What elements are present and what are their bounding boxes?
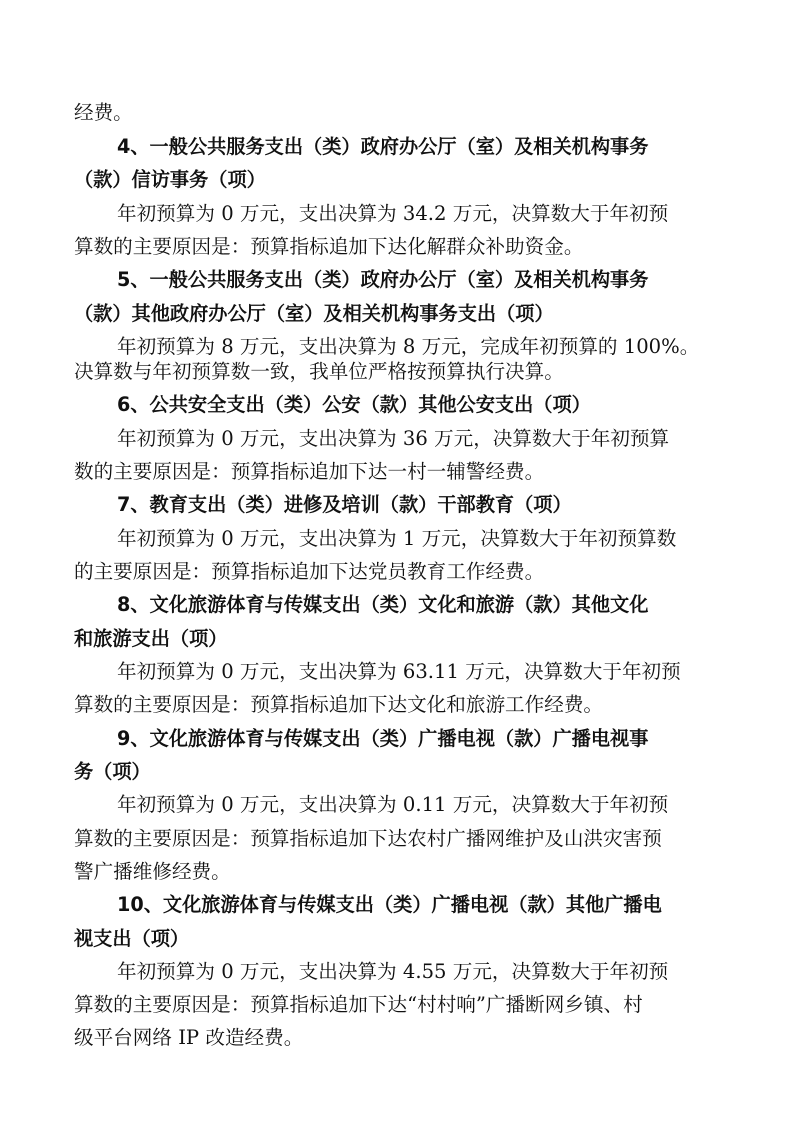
body-text-line: 决算数与年初预算数一致，我单位严格按预算执行决算。 xyxy=(74,360,564,383)
section-heading-10: 10、文化旅游体育与传媒支出（类）广播电视（款）其他广播电 xyxy=(117,893,662,916)
body-text-line: 算数的主要原因是：预算指标追加下达文化和旅游工作经费。 xyxy=(74,693,604,716)
body-text-line: 年初预算为 0 万元，支出决算为 36 万元，决算数大于年初预算 xyxy=(117,427,670,450)
body-text-line: 算数的主要原因是：预算指标追加下达农村广播网维护及山洪灾害预 xyxy=(74,827,662,850)
section-heading-8-cont: 和旅游支出（项） xyxy=(74,627,228,650)
body-text-line: 的主要原因是：预算指标追加下达党员教育工作经费。 xyxy=(74,560,545,583)
section-heading-6: 6、公共安全支出（类）公安（款）其他公安支出（项） xyxy=(117,393,591,416)
section-heading-5: 5、一般公共服务支出（类）政府办公厅（室）及相关机构事务 xyxy=(117,268,649,291)
body-text-line: 算数的主要原因是：预算指标追加下达化解群众补助资金。 xyxy=(74,235,584,258)
body-text-line: 警广播维修经费。 xyxy=(74,860,231,883)
section-heading-8: 8、文化旅游体育与传媒支出（类）文化和旅游（款）其他文化 xyxy=(117,593,649,616)
body-text-line: 年初预算为 0 万元，支出决算为 0.11 万元，决算数大于年初预 xyxy=(117,793,669,816)
body-text-line: 算数的主要原因是：预算指标追加下达“村村响”广播断网乡镇、村 xyxy=(74,993,643,1016)
body-text-line: 年初预算为 0 万元，支出决算为 63.11 万元，决算数大于年初预 xyxy=(117,660,681,683)
section-heading-9: 9、文化旅游体育与传媒支出（类）广播电视（款）广播电视事 xyxy=(117,727,649,750)
body-text-line: 年初预算为 8 万元，支出决算为 8 万元，完成年初预算的 100%。 xyxy=(117,335,700,358)
body-text-line: 数的主要原因是：预算指标追加下达一村一辅警经费。 xyxy=(74,460,545,483)
body-text-line: 年初预算为 0 万元，支出决算为 34.2 万元，决算数大于年初预 xyxy=(117,202,669,225)
body-text-line: 年初预算为 0 万元，支出决算为 4.55 万元，决算数大于年初预 xyxy=(117,960,669,983)
section-heading-9-cont: 务（项） xyxy=(74,760,151,783)
section-heading-10-cont: 视支出（项） xyxy=(74,927,190,950)
body-text-line: 年初预算为 0 万元，支出决算为 1 万元，决算数大于年初预算数 xyxy=(117,527,677,550)
section-heading-4: 4、一般公共服务支出（类）政府办公厅（室）及相关机构事务 xyxy=(117,135,649,158)
section-heading-4-cont: （款）信访事务（项） xyxy=(74,168,266,191)
section-heading-7: 7、教育支出（类）进修及培训（款）干部教育（项） xyxy=(117,493,572,516)
section-heading-5-cont: （款）其他政府办公厅（室）及相关机构事务支出（项） xyxy=(74,302,554,325)
body-text-line: 经费。 xyxy=(74,101,133,124)
body-text-line: 级平台网络 IP 改造经费。 xyxy=(74,1026,304,1049)
